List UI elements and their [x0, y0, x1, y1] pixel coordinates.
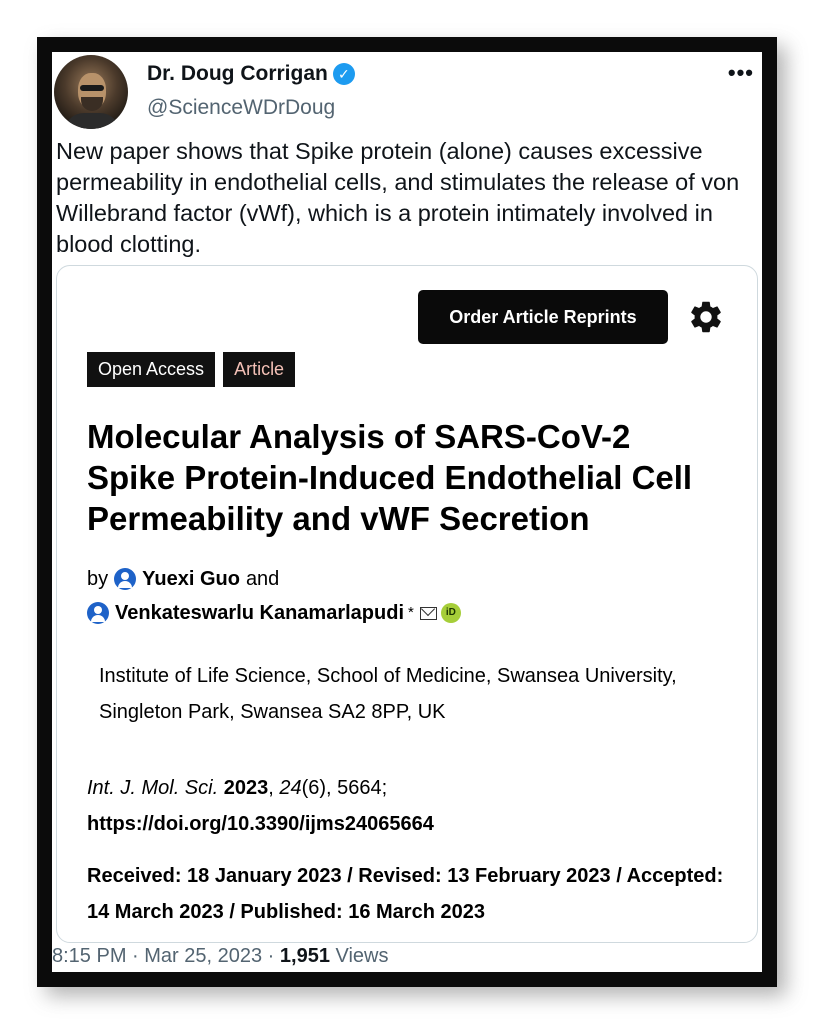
author-link-kanamarlapudi[interactable]: Venkateswarlu Kanamarlapudi — [115, 602, 405, 624]
tweet — [52, 52, 762, 972]
views-count[interactable]: 1,951 — [279, 945, 330, 967]
tweet-meta — [52, 945, 389, 968]
author-list — [87, 562, 461, 630]
citation: Int. J. Mol. Sci. 2023, 24(6), 5664; https://doi.org/10.3390/ijms24065664 — [87, 770, 434, 842]
order-reprints-button[interactable]: Order Article Reprints — [418, 290, 668, 344]
affiliation: Institute of Life Science, School of Medicine, Swansea University, Singleton Park, Swansea SA2 8PP, UK — [99, 665, 677, 723]
article-dates: Received: 18 January 2023 / Revised: 13 February 2023 / Accepted: 14 March 2023 / Published: 16 March 2023 — [87, 865, 724, 923]
screenshot-frame — [37, 37, 777, 987]
orcid-icon[interactable]: iD — [441, 603, 461, 623]
views-label: Views — [329, 945, 389, 967]
article-badges — [87, 352, 295, 387]
and-label: and — [245, 568, 280, 590]
verified-badge-icon[interactable]: ✓ — [333, 63, 355, 85]
author-handle[interactable]: @ScienceWDrDoug — [147, 96, 336, 119]
article-type-badge: Article — [223, 352, 295, 387]
more-icon[interactable]: ••• — [727, 60, 754, 85]
open-access-badge: Open Access — [87, 352, 215, 387]
citation-volume: 24 — [279, 777, 302, 799]
gear-icon[interactable] — [687, 298, 725, 336]
avatar[interactable] — [54, 55, 128, 129]
mail-icon[interactable] — [420, 607, 437, 620]
tweet-text: New paper shows that Spike protein (alone) causes excessive permeability in endothelial cells, and stimulates the release of von Willebrand factor (vWf), which is a protein intimately involved in blood clotting. — [56, 138, 740, 257]
author-name[interactable]: Dr. Doug Corrigan — [147, 62, 328, 85]
article-card[interactable] — [56, 265, 758, 943]
author-row — [147, 62, 355, 86]
person-icon — [114, 568, 136, 590]
citation-issue-pages: (6), 5664; — [301, 777, 388, 799]
tweet-timestamp[interactable]: 8:15 PM · Mar 25, 2023 · — [52, 945, 280, 967]
journal-name: Int. J. Mol. Sci. — [87, 777, 219, 799]
citation-year: 2023 — [223, 777, 269, 799]
corresponding-author-mark: * — [408, 604, 414, 621]
person-icon — [87, 602, 109, 624]
doi-link[interactable]: https://doi.org/10.3390/ijms24065664 — [87, 813, 434, 835]
by-label: by — [87, 568, 109, 590]
author-link-guo[interactable]: Yuexi Guo — [142, 568, 240, 590]
article-title[interactable]: Molecular Analysis of SARS-CoV-2 Spike Protein-Induced Endothelial Cell Permeability and vWF Secretion — [87, 418, 693, 537]
